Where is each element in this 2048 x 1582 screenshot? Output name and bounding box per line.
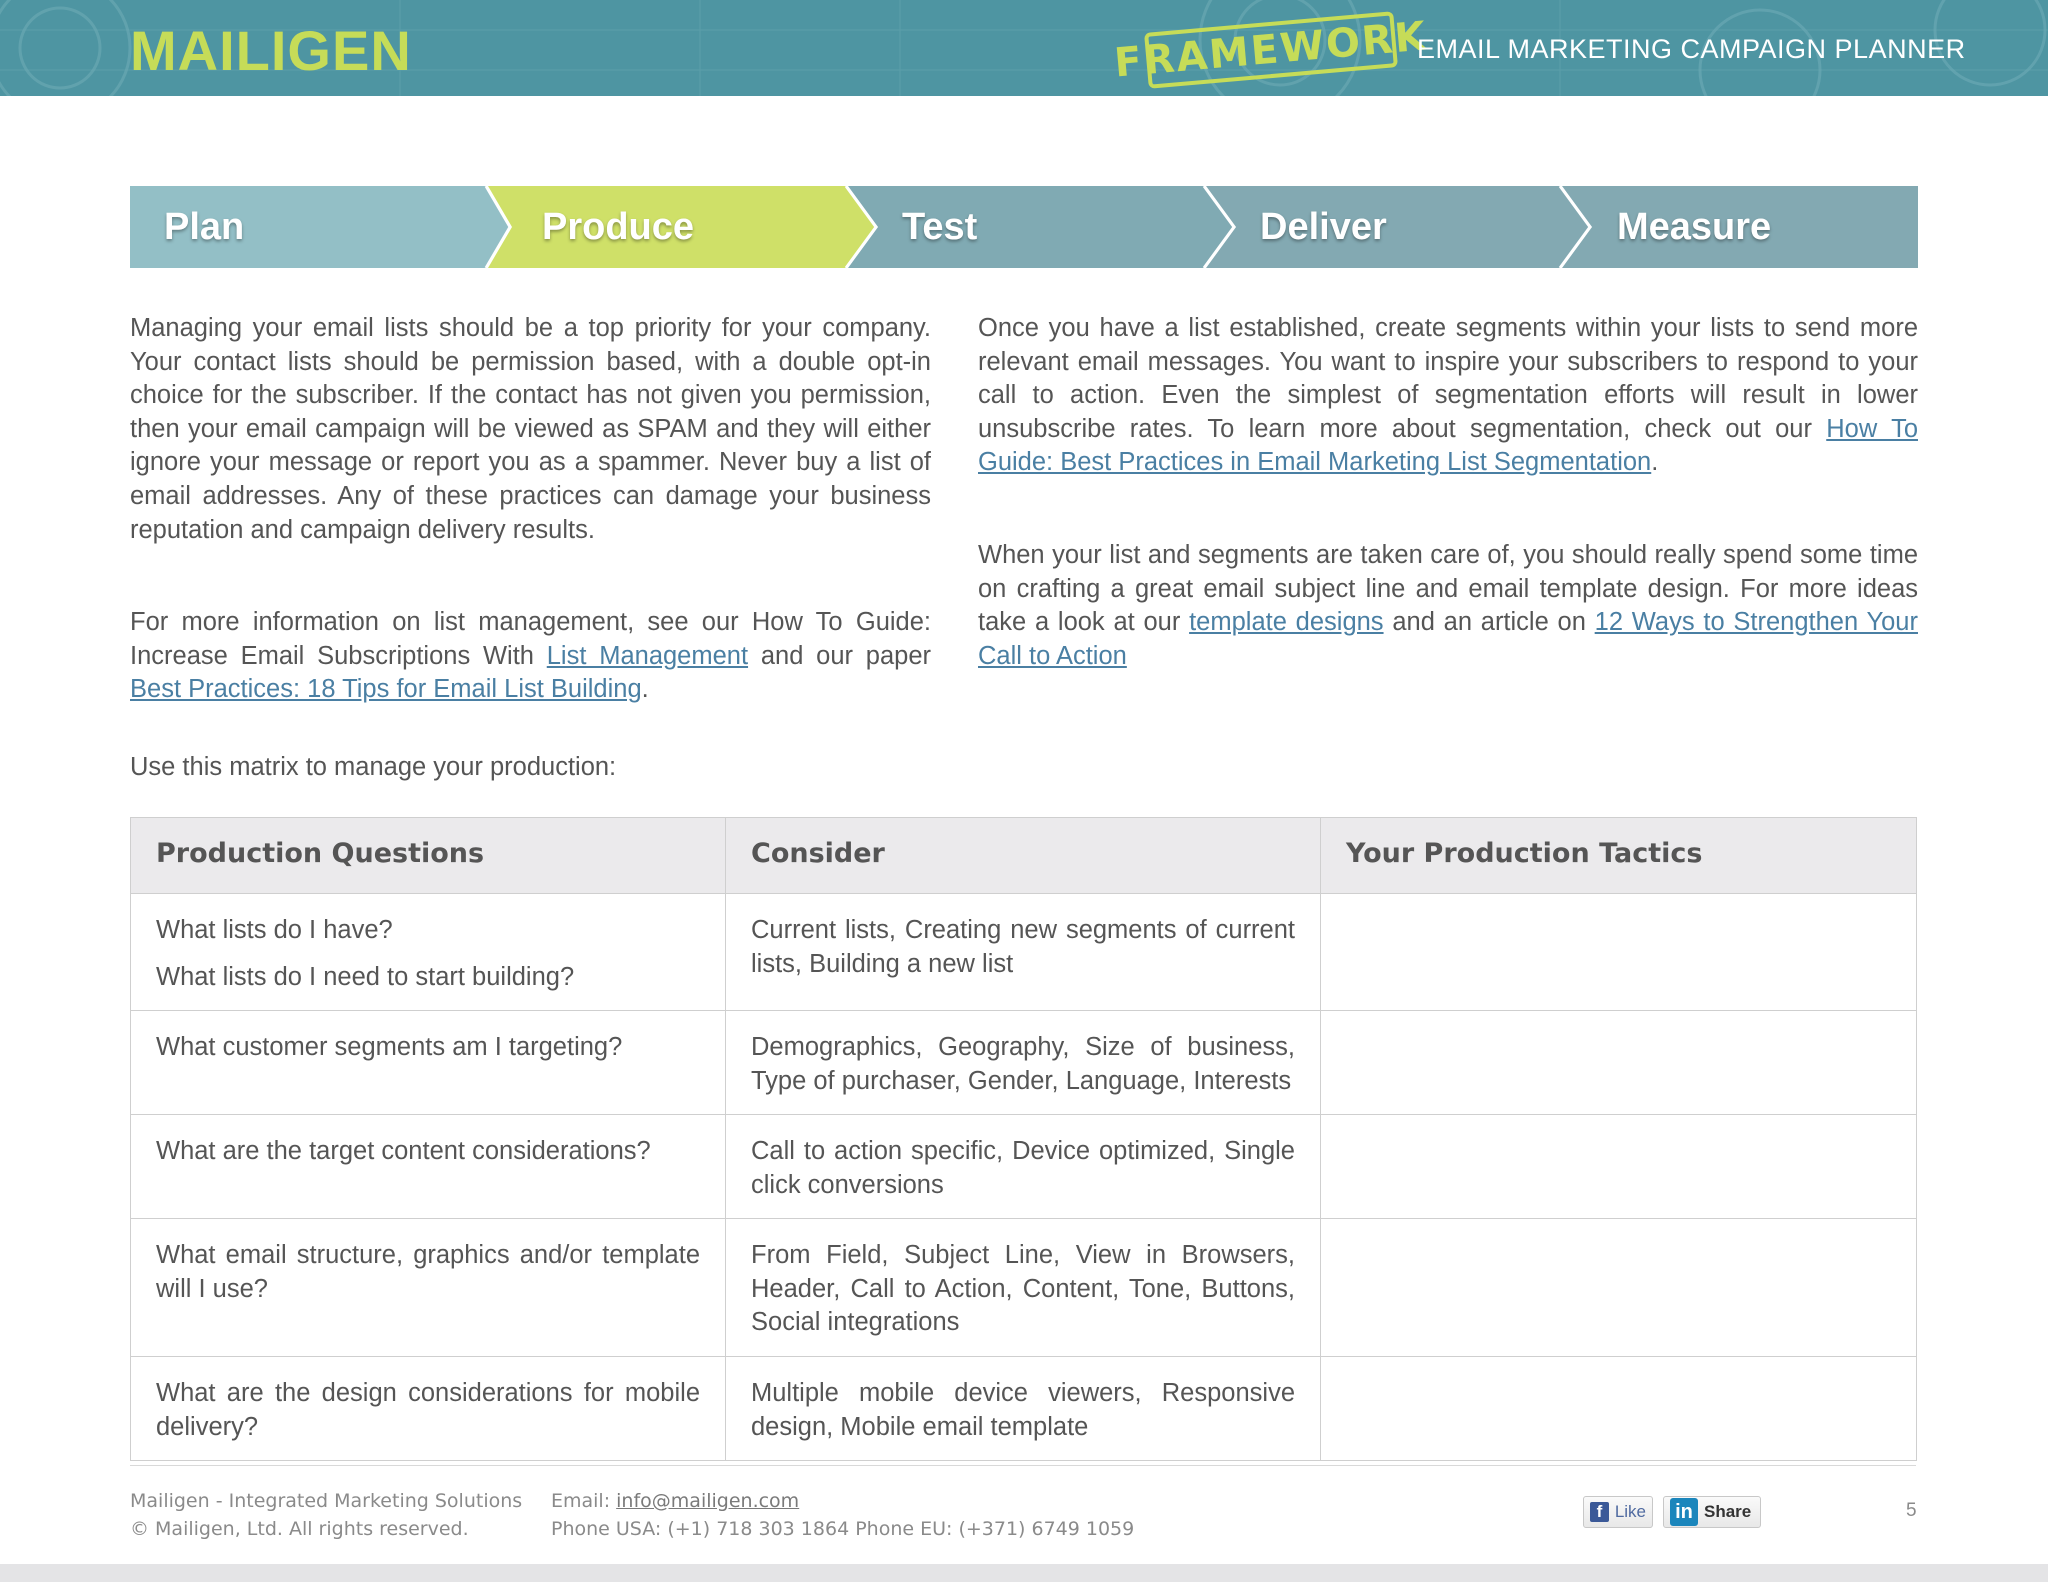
footer-contact [551, 1487, 1134, 1543]
question-cell: What are the target content considerations? [131, 1115, 726, 1219]
linkedin-share-button[interactable] [1663, 1496, 1761, 1528]
list-management-link[interactable]: List Management [546, 641, 749, 670]
production-matrix [130, 817, 1917, 1461]
email-line [551, 1487, 1134, 1515]
bottom-bar [0, 1564, 2048, 1582]
step-measure: Measure [1617, 206, 1772, 248]
page-header [0, 0, 2048, 96]
template-text-2: and an article on [1383, 608, 1595, 637]
table-row [131, 894, 1917, 1011]
email-label: Email: [551, 1490, 617, 1512]
header-production-questions: Production Questions [131, 818, 726, 894]
question-text: What lists do I need to start building? [156, 962, 575, 991]
consider-cell: Multiple mobile device viewers, Responsive design, Mobile email template [726, 1357, 1321, 1461]
template-text: When your list and segments are taken care of, you should really spend some time on crafting a great email subject line and email template design. For more ideas take a look at our [978, 540, 1918, 637]
question-cell: What customer segments am I targeting? [131, 1011, 726, 1115]
mailigen-logo: MAILIGEN [130, 19, 412, 82]
table-row [131, 1219, 1917, 1357]
copyright: © Mailigen, Ltd. All rights reserved. [130, 1518, 469, 1540]
segmentation-text-2: . [1651, 448, 1659, 477]
call-to-action-article-link[interactable]: 12 Ways to Strengthen Your Call to Action [978, 608, 1918, 670]
phone-numbers: Phone USA: (+1) 718 303 1864 Phone EU: (+371) 6749 1059 [551, 1518, 1135, 1540]
tactics-cell[interactable] [1321, 1011, 1917, 1115]
tactics-cell[interactable] [1321, 1115, 1917, 1219]
question-cell [131, 894, 726, 1011]
document-title: EMAIL MARKETING CAMPAIGN PLANNER [1417, 34, 1966, 64]
template-designs-link[interactable]: template designs [1189, 608, 1384, 637]
tactics-cell[interactable] [1321, 1357, 1917, 1461]
tactics-cell[interactable] [1321, 1219, 1917, 1357]
more-info-text-3: . [641, 675, 649, 704]
framework-stamp-text: FRAMEWORK [1112, 13, 1430, 87]
table-header-row [131, 818, 1917, 894]
footer-divider [130, 1465, 1916, 1466]
question-cell: What are the design considerations for mobile delivery? [131, 1357, 726, 1461]
more-info-paragraph [130, 606, 931, 707]
step-test: Test [902, 206, 978, 248]
segmentation-guide-link[interactable]: How To Guide: Best Practices in Email Marketing List Segmentation [978, 414, 1918, 477]
facebook-like-button[interactable] [1583, 1496, 1653, 1528]
step-plan: Plan [164, 206, 245, 248]
left-column [130, 312, 931, 707]
facebook-icon: f [1590, 1502, 1609, 1522]
question-text: What lists do I have? [156, 916, 393, 944]
matrix-intro: Use this matrix to manage your production: [130, 753, 617, 781]
consider-cell: Demographics, Geography, Size of business, Type of purchaser, Gender, Language, Interests [726, 1011, 1321, 1115]
header-consider: Consider [726, 818, 1321, 894]
process-steps [130, 186, 1918, 268]
linkedin-icon: in [1670, 1498, 1698, 1526]
table-row [131, 1011, 1917, 1115]
like-label: Like [1614, 1502, 1646, 1521]
consider-cell: Call to action specific, Device optimized, Single click conversions [726, 1115, 1321, 1219]
right-column [978, 312, 1918, 673]
segmentation-paragraph [978, 312, 1918, 480]
share-label: Share [1704, 1502, 1752, 1521]
tactics-cell[interactable] [1321, 894, 1917, 1011]
consider-cell: From Field, Subject Line, View in Browsers, Header, Call to Action, Content, Tone, Buttons, Social integrations [726, 1219, 1321, 1357]
list-management-paragraph: Managing your email lists should be a top priority for your company. Your contact lists should be permission based, with a double opt-in choice for the subscriber. If the contact has not given you permission, then your email campaign will be viewed as SPAM and they will either ignore your message or report you as a spammer. Never buy a list of email addresses. Any of these practices can damage your business reputation and campaign delivery results. [130, 314, 931, 544]
more-info-text: For more information on list management, see our How To Guide: Increase Email Subscriptions With [130, 608, 931, 670]
consider-cell: Current lists, Creating new segments of current lists, Building a new list [726, 894, 1321, 1011]
footer-company [130, 1487, 522, 1543]
more-info-text-2: and our paper [748, 641, 932, 670]
question-cell: What email structure, graphics and/or template will I use? [131, 1219, 726, 1357]
page-number: 5 [1906, 1500, 1917, 1521]
segmentation-text: Once you have a list established, create segments within your lists to send more relevant email messages. You want to inspire your subscribers to respond to your call to action. Even the simplest of segmentation efforts will result in lower unsubscribe rates. To learn more about segmentation, check out our [978, 314, 1918, 443]
company-name: Mailigen - Integrated Marketing Solutions [130, 1490, 523, 1512]
step-produce: Produce [542, 206, 695, 248]
header-production-tactics: Your Production Tactics [1321, 818, 1917, 894]
table-row [131, 1357, 1917, 1461]
step-deliver: Deliver [1260, 206, 1387, 248]
list-building-tips-link[interactable]: Best Practices: 18 Tips for Email List Building [130, 675, 642, 704]
table-row [131, 1115, 1917, 1219]
template-paragraph [978, 539, 1918, 673]
email-link[interactable]: info@mailigen.com [616, 1490, 800, 1512]
